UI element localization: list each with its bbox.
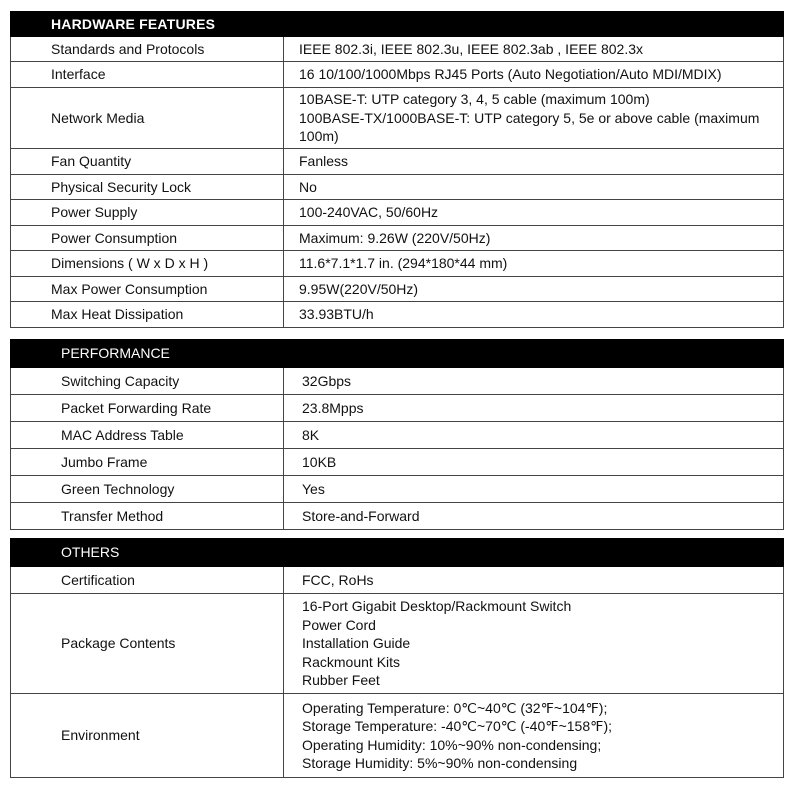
spec-value xyxy=(284,37,784,62)
spec-label: Green Technology xyxy=(11,476,284,503)
spec-label: Fan Quantity xyxy=(11,149,284,175)
performance-title: PERFORMANCE xyxy=(11,340,784,368)
spec-value xyxy=(284,567,784,594)
others-table xyxy=(10,538,784,778)
spec-row xyxy=(11,88,784,149)
performance-table xyxy=(10,339,784,530)
spec-row xyxy=(11,226,784,251)
spec-value-line: 9.95W(220V/50Hz) xyxy=(299,280,419,297)
spec-value-line: FCC, RoHs xyxy=(302,571,374,588)
spec-label: Environment xyxy=(11,694,284,778)
hardware-features-section xyxy=(10,11,784,328)
spec-value xyxy=(284,302,784,328)
spec-value-line: Rubber Feet xyxy=(302,672,380,689)
spec-value-line: 10BASE-T: UTP category 3, 4, 5 cable (maximum 100m) xyxy=(299,91,650,108)
spec-label: Dimensions ( W x D x H ) xyxy=(11,251,284,277)
spec-value-line: Maximum: 9.26W (220V/50Hz) xyxy=(299,229,491,246)
spec-value-line: Operating Temperature: 0℃~40℃ (32℉~104℉); xyxy=(302,699,608,716)
spec-value xyxy=(284,503,784,530)
spec-value-line: No xyxy=(299,178,317,195)
spec-value-line: 11.6*7.1*1.7 in. (294*180*44 mm) xyxy=(299,255,508,272)
spec-value xyxy=(284,449,784,476)
spec-value xyxy=(284,694,784,778)
spec-row xyxy=(11,694,784,778)
hardware-features-table xyxy=(10,11,784,328)
others-section xyxy=(10,538,784,778)
spec-value xyxy=(284,175,784,200)
hardware-features-title: HARDWARE FEATURES xyxy=(11,12,784,37)
spec-value xyxy=(284,88,784,149)
spec-value-line: Operating Humidity: 10%~90% non-condensing; xyxy=(302,736,602,753)
spec-row xyxy=(11,422,784,449)
spec-value-line: Storage Humidity: 5%~90% non-condensing xyxy=(302,755,578,771)
spec-value-line: 10KB xyxy=(302,453,337,470)
spec-label: Packet Forwarding Rate xyxy=(11,395,284,422)
spec-label: Transfer Method xyxy=(11,503,284,530)
spec-value xyxy=(284,422,784,449)
spec-row xyxy=(11,149,784,175)
spec-label: Max Heat Dissipation xyxy=(11,302,284,328)
spec-label: Certification xyxy=(11,567,284,594)
spec-value xyxy=(284,277,784,302)
spec-value-line: Fanless xyxy=(299,153,349,170)
spec-row xyxy=(11,567,784,594)
spec-value-line: 23.8Mpps xyxy=(302,399,364,416)
spec-value-line: Store-and-Forward xyxy=(302,507,420,524)
spec-value-line: Installation Guide xyxy=(302,635,411,652)
spec-label: MAC Address Table xyxy=(11,422,284,449)
spec-label: Power Consumption xyxy=(11,226,284,251)
spec-row xyxy=(11,368,784,395)
spec-value xyxy=(284,395,784,422)
spec-value-line: 33.93BTU/h xyxy=(299,306,374,323)
spec-value-line: 100-240VAC, 50/60Hz xyxy=(299,204,439,221)
spec-value xyxy=(284,149,784,175)
spec-row xyxy=(11,503,784,530)
spec-value xyxy=(284,594,784,694)
spec-value-line: Yes xyxy=(302,480,325,497)
spec-value-line: 16-Port Gigabit Desktop/Rackmount Switch xyxy=(302,598,572,615)
spec-label: Standards and Protocols xyxy=(11,37,284,62)
spec-value-line: 8K xyxy=(302,426,320,443)
others-title: OTHERS xyxy=(11,539,784,567)
spec-value xyxy=(284,226,784,251)
spec-value-line: Rackmount Kits xyxy=(302,653,401,670)
spec-value-line: Storage Temperature: -40℃~70℃ (-40℉~158℉); xyxy=(302,718,612,734)
spec-row xyxy=(11,62,784,88)
spec-row xyxy=(11,277,784,302)
spec-value xyxy=(284,251,784,277)
spec-value xyxy=(284,62,784,88)
spec-label: Physical Security Lock xyxy=(11,175,284,200)
spec-value xyxy=(284,476,784,503)
spec-value-line: 32Gbps xyxy=(302,372,352,389)
performance-section xyxy=(10,339,784,530)
spec-row xyxy=(11,594,784,694)
spec-row xyxy=(11,37,784,62)
spec-value xyxy=(284,200,784,226)
spec-label: Package Contents xyxy=(11,594,284,694)
spec-label: Jumbo Frame xyxy=(11,449,284,476)
spec-row xyxy=(11,251,784,277)
spec-label: Power Supply xyxy=(11,200,284,226)
spec-label: Max Power Consumption xyxy=(11,277,284,302)
spec-row xyxy=(11,449,784,476)
spec-value-line: 100m) xyxy=(299,128,339,145)
spec-value-line: IEEE 802.3i, IEEE 802.3u, IEEE 802.3ab , IEEE 802.3x xyxy=(299,40,644,57)
spec-row xyxy=(11,175,784,200)
spec-value-line: 16 10/100/1000Mbps RJ45 Ports (Auto Negotiation/Auto MDI/MDIX) xyxy=(299,66,722,83)
spec-value xyxy=(284,368,784,395)
spec-value-line: 100BASE-TX/1000BASE-T: UTP category 5, 5e or above cable (maximum xyxy=(299,109,760,126)
spec-label: Switching Capacity xyxy=(11,368,284,395)
spec-label: Network Media xyxy=(11,88,284,149)
spec-row xyxy=(11,395,784,422)
spec-value-line: Power Cord xyxy=(302,616,376,633)
spec-label: Interface xyxy=(11,62,284,88)
spec-row xyxy=(11,200,784,226)
spec-row xyxy=(11,302,784,328)
spec-row xyxy=(11,476,784,503)
